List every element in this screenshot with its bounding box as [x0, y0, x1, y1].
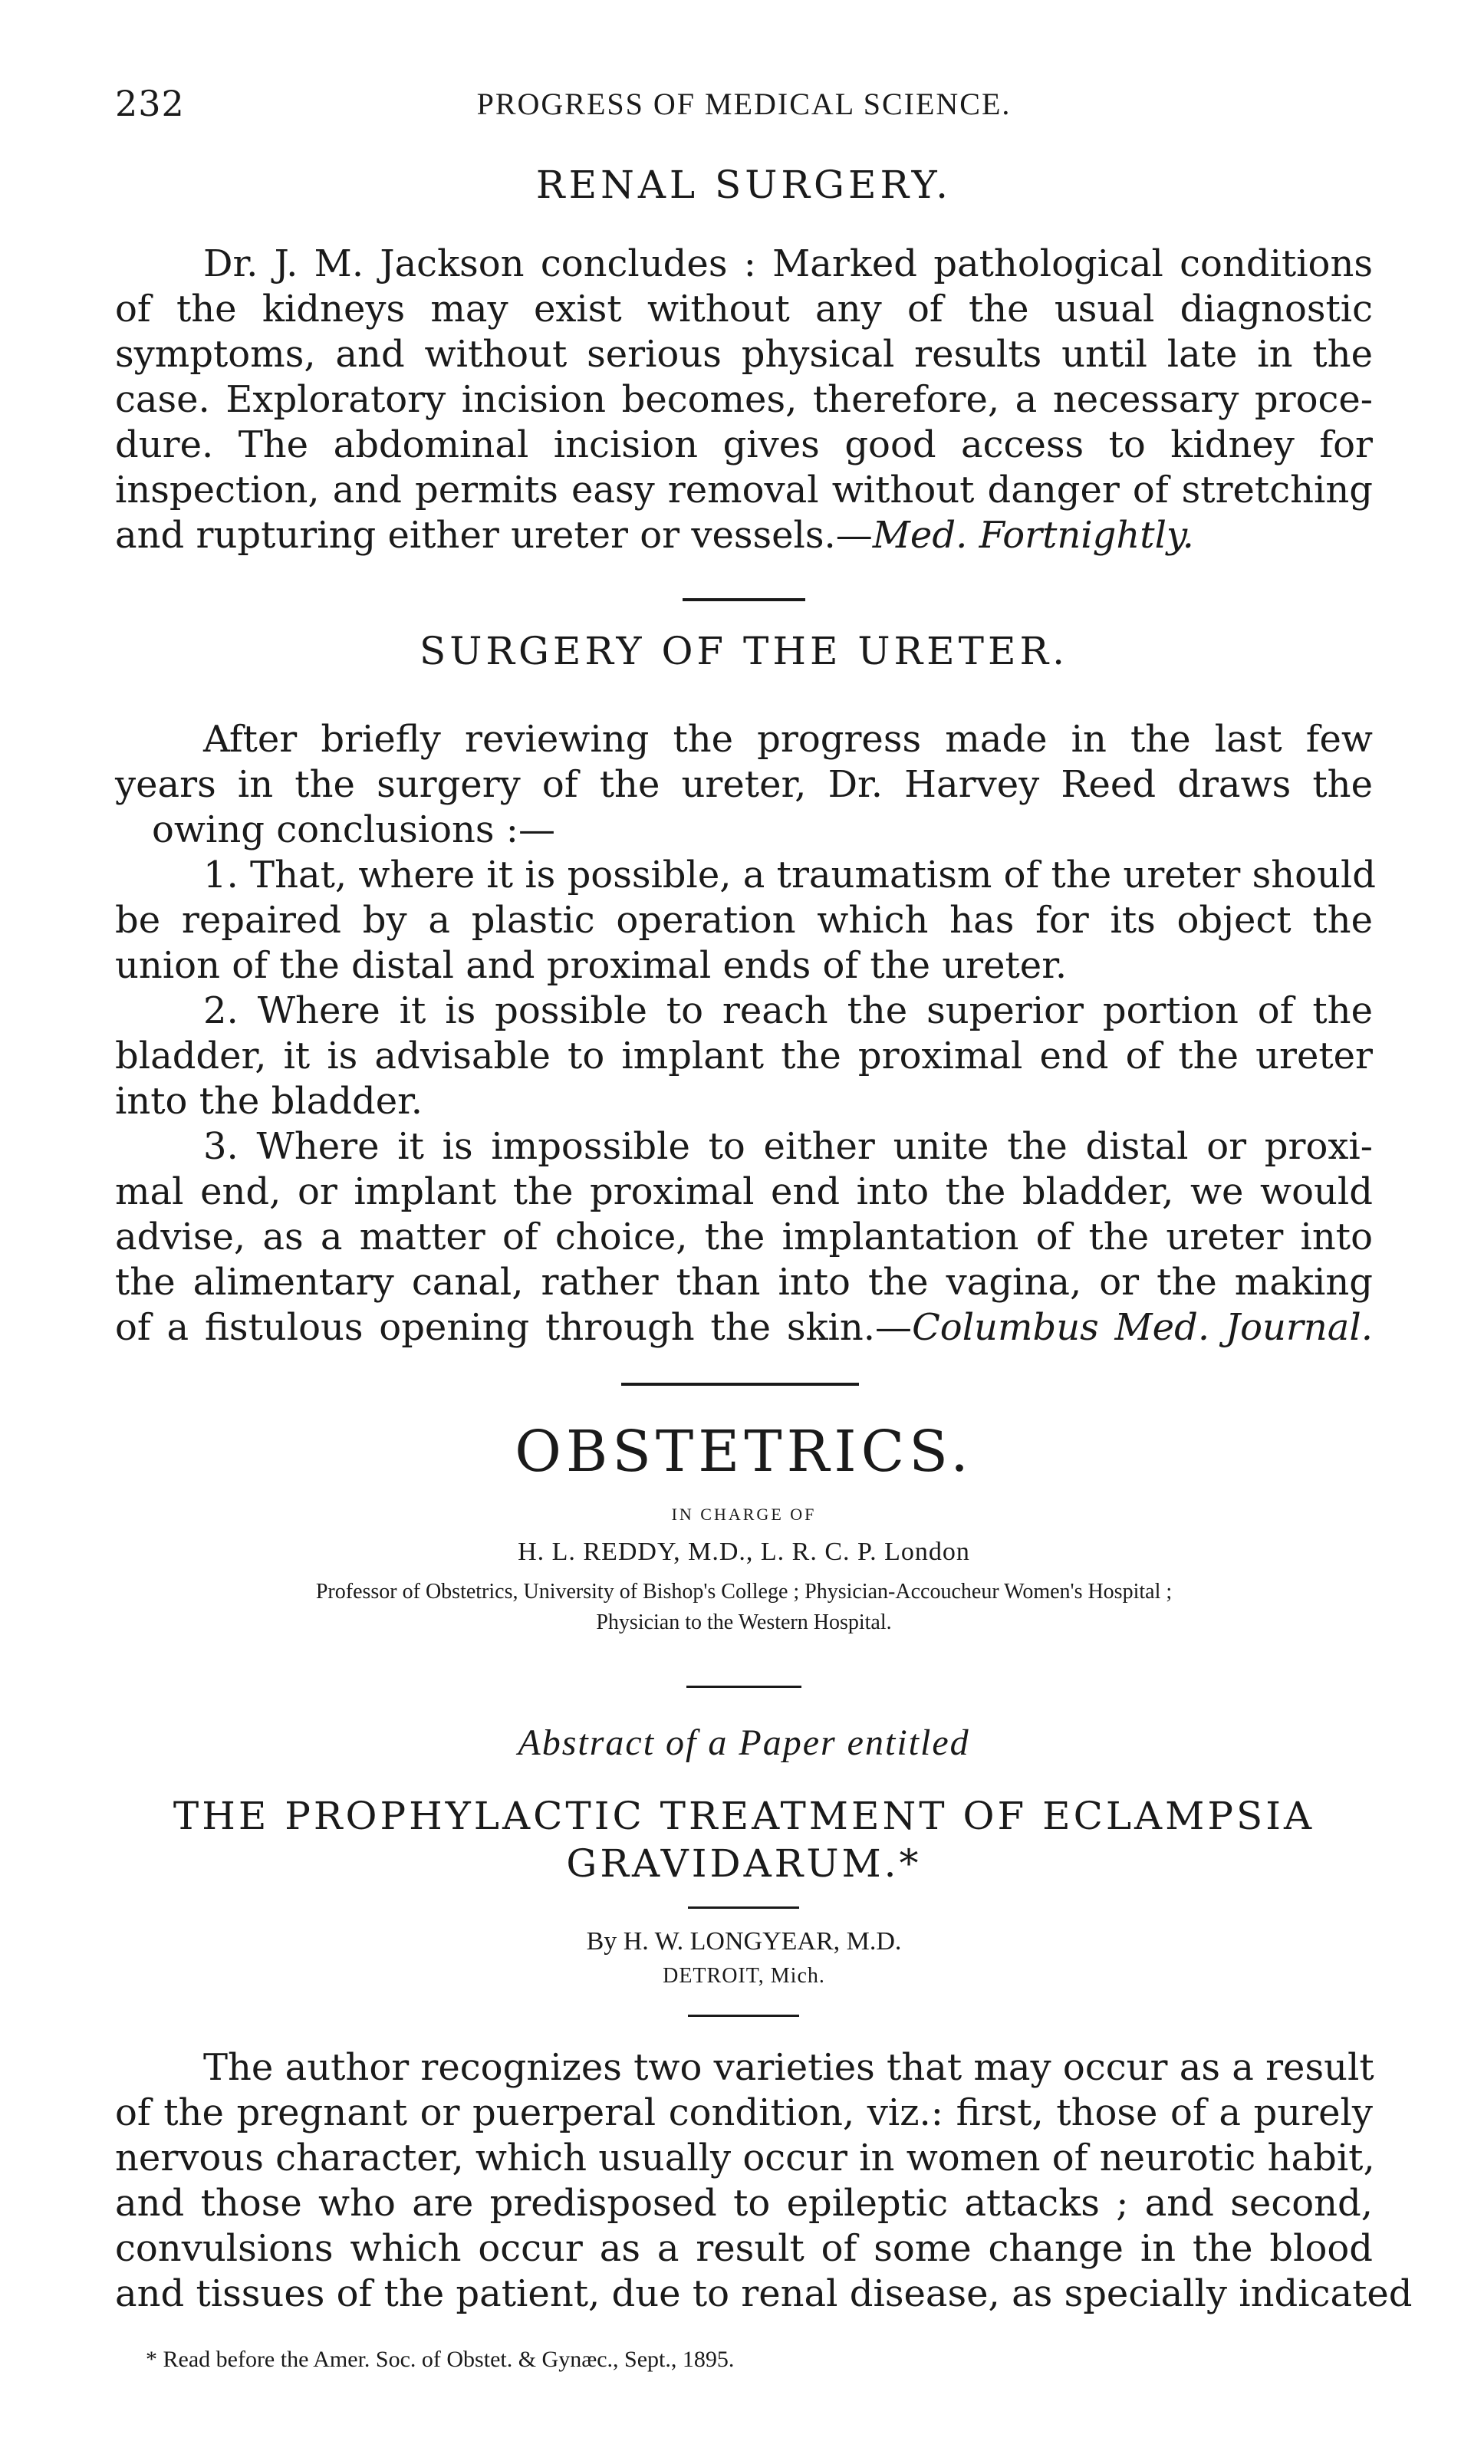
- text-line: and tissues of the patient, due to renal disease, as specially indicated: [115, 2272, 1413, 2315]
- ureter-surgery-heading: SURGERY OF THE URETER.: [419, 629, 1069, 673]
- author-location: DETROIT, Mich.: [663, 1964, 825, 1988]
- page-header: [115, 83, 1373, 129]
- text-line: be repaired by a plastic operation which has for its object the: [115, 899, 1373, 942]
- obstetrics-heading: OBSTETRICS.: [515, 1419, 973, 1485]
- text-line: years in the surgery of the ureter, Dr. Harvey Reed draws the: [115, 763, 1373, 806]
- text-line: After briefly reviewing the progress made in the last few: [203, 718, 1373, 761]
- ureter-point-1: [115, 853, 1377, 989]
- renal-surgery-heading: RENAL SURGERY.: [535, 163, 953, 207]
- text-line: symptoms, and without serious physical results until late in the: [115, 333, 1373, 376]
- page-number: 232: [115, 83, 185, 124]
- text-line: union of the distal and proximal ends of the ureter.: [115, 944, 1068, 987]
- renal-citation: Med. Fortnightly.: [872, 514, 1194, 557]
- section-divider: [688, 2015, 799, 2017]
- text-line: inspection, and permits easy removal without danger of stretching: [115, 469, 1373, 512]
- ureter-point-2: [115, 989, 1373, 1124]
- renal-surgery-paragraph: [115, 242, 1373, 558]
- abstract-title: Abstract of a Paper entitled: [518, 1722, 970, 1763]
- text-line: Dr. J. M. Jackson concludes : Marked pathological conditions: [203, 242, 1373, 285]
- text-line: 2. Where it is possible to reach the superior portion of the: [203, 989, 1373, 1032]
- text-line: convulsions which occur as a result of some change in the blood: [115, 2227, 1373, 2270]
- text-line: 3. Where it is impossible to either unite the distal or proxi-: [203, 1125, 1373, 1168]
- text-line: owing conclusions :—: [152, 808, 555, 851]
- author-byline: By H. W. LONGYEAR, M.D.: [586, 1927, 902, 1956]
- section-divider: [686, 1686, 801, 1688]
- text-line: mal end, or implant the proximal end into the bladder, we would: [115, 1170, 1373, 1213]
- ureter-citation: Columbus Med. Journal.: [912, 1306, 1373, 1349]
- text-line: case. Exploratory incision becomes, therefore, a necessary proce-: [115, 378, 1373, 421]
- text-line: of the kidneys may exist without any of the usual diagnostic: [115, 288, 1373, 331]
- section-divider: [621, 1383, 859, 1386]
- editor-affiliation: Physician to the Western Hospital.: [596, 1610, 892, 1634]
- text-line: The author recognizes two varieties that may occur as a result: [203, 2046, 1374, 2089]
- editor-affiliation: Professor of Obstetrics, University of Bishop's College ; Physician-Accoucheur Women's Hospital ;: [315, 1580, 1173, 1604]
- text-line: nervous character, which usually occur in women of neurotic habit,: [115, 2137, 1375, 2179]
- text-line: bladder, it is advisable to implant the proximal end of the ureter: [115, 1035, 1373, 1077]
- ureter-intro-paragraph: [115, 717, 1373, 853]
- paper-title-line: GRAVIDARUM.*: [566, 1841, 922, 1886]
- text-line: advise, as a matter of choice, the implantation of the ureter into: [115, 1216, 1373, 1258]
- section-divider: [683, 598, 805, 601]
- text-line: 1. That, where it is possible, a traumatism of the ureter should: [203, 854, 1377, 896]
- text-line: [115, 1305, 1373, 1350]
- text-line-segment: and rupturing either ureter or vessels.—: [115, 514, 873, 557]
- text-line: dure. The abdominal incision gives good access to kidney for: [115, 423, 1373, 466]
- running-title: PROGRESS OF MEDICAL SCIENCE.: [476, 87, 1012, 121]
- paper-title-line: THE PROPHYLACTIC TREATMENT OF ECLAMPSIA: [173, 1794, 1315, 1838]
- text-line-segment: of a fistulous opening through the skin.—: [115, 1306, 913, 1349]
- text-line: and those who are predisposed to epileptic attacks ; and second,: [115, 2182, 1373, 2225]
- footnote: * Read before the Amer. Soc. of Obstet. & Gynæc., Sept., 1895.: [146, 2347, 735, 2372]
- text-line: into the bladder.: [115, 1080, 423, 1123]
- text-line: [115, 513, 1373, 558]
- text-line: of the pregnant or puerperal condition, viz.: first, those of a purely: [115, 2091, 1373, 2134]
- section-divider: [688, 1906, 799, 1909]
- paper-body-paragraph: [115, 2045, 1413, 2317]
- ureter-point-3: [115, 1124, 1373, 1350]
- text-line: the alimentary canal, rather than into the vagina, or the making: [115, 1261, 1373, 1304]
- in-charge-label: IN CHARGE OF: [671, 1505, 817, 1524]
- editor-name: H. L. REDDY, M.D., L. R. C. P. London: [518, 1538, 970, 1566]
